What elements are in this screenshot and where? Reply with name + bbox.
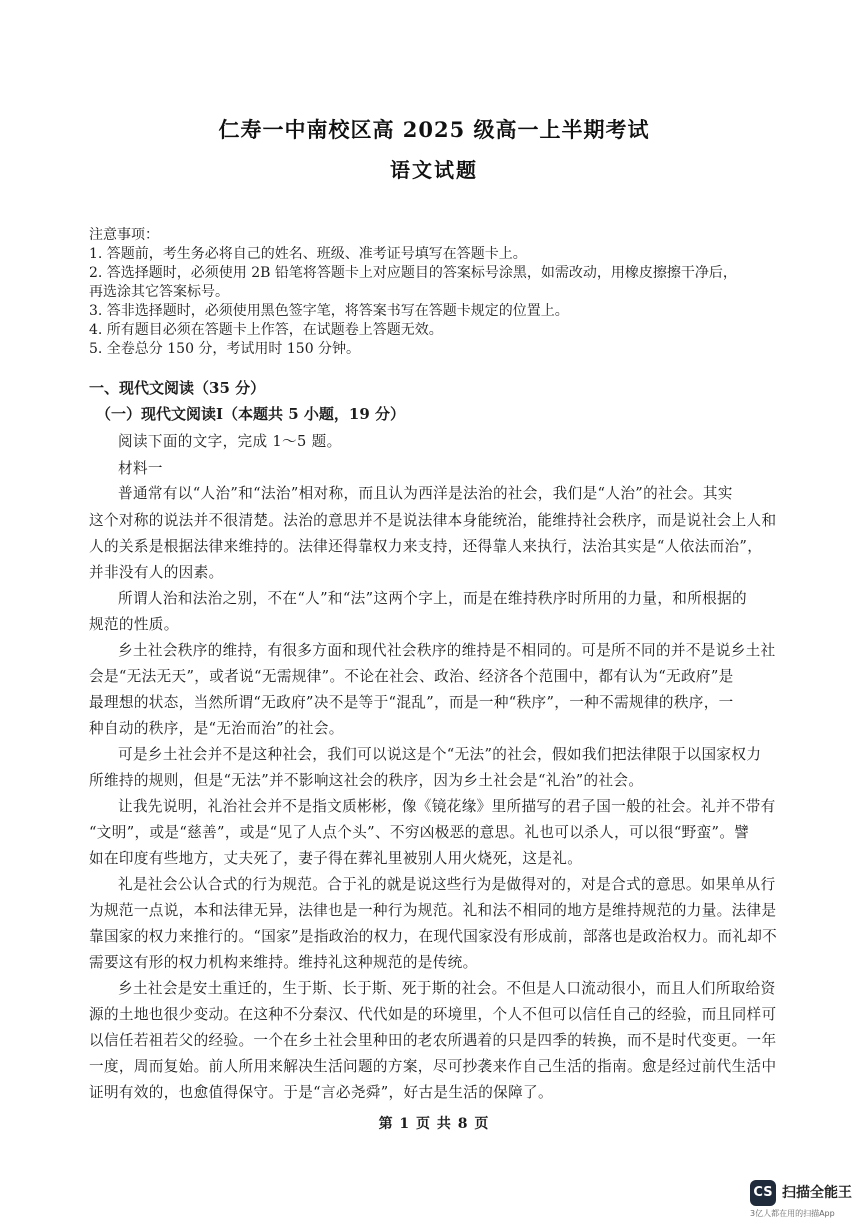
passage-line: 种自动的秩序，是“无治而治”的社会。 <box>89 720 344 737</box>
passage-line: 所谓人治和法治之别，不在“人”和“法”这两个字上，而是在维持秩序时所用的力量，和所根据的 <box>118 590 747 607</box>
passage-line: 所维持的规则，但是“无法”并不影响这社会的秩序，因为乡土社会是“礼治”的社会。 <box>89 772 644 789</box>
passage-line: 源的土地也很少变动。在这种不分秦汉、代代如是的环境里，个人不但可以信任自己的经验，而且同样可 <box>89 1006 777 1023</box>
watermark-tagline: 3亿人都在用的扫描App <box>750 1209 835 1218</box>
passage-line: 并非没有人的因素。 <box>89 564 224 581</box>
notice-heading: 注意事项： <box>89 227 159 243</box>
material-label: 材料一 <box>118 460 163 477</box>
passage-line: 人的关系是根据法律来维持的。法律还得靠权力来支持，还得靠人来执行，法治其实是“人依法而治”， <box>89 538 763 555</box>
passage-line: 会是“无法无天”，或者说“无需规律”。不论在社会、政治、经济各个范围中，都有认为“无政府”是 <box>89 668 734 685</box>
passage-line: 礼是社会公认合式的行为规范。合于礼的就是说这些行为是做得对的，对是合式的意思。如果单从行 <box>118 876 776 893</box>
passage-line: 乡土社会秩序的维持，有很多方面和现代社会秩序的维持是不相同的。可是所不同的并不是说乡土社 <box>118 642 776 659</box>
section-heading: 一、现代文阅读（35 分） <box>89 379 266 397</box>
passage-line: 靠国家的权力来推行的。“国家”是指政治的权力，在现代国家没有形成前，部落也是政治权力。而礼却不 <box>89 928 778 945</box>
notice-block <box>89 226 789 359</box>
page-number: 第 1 页 共 8 页 <box>378 1116 490 1132</box>
passage-line: 最理想的状态，当然所谓“无政府”决不是等于“混乱”，而是一种“秩序”，一种不需规律的秩序，一 <box>89 694 734 711</box>
passage-line: 以信任若祖若父的经验。一个在乡土社会里种田的老农所遇着的只是四季的转换，而不是时代变更。一年 <box>89 1032 777 1049</box>
notice-line: 再选涂其它答案标号。 <box>89 284 229 300</box>
watermark-name: 扫描全能王 <box>782 1185 852 1201</box>
passage-line: 一度，周而复始。前人所用来解决生活问题的方案，尽可抄袭来作自己生活的指南。愈是经过前代生活中 <box>89 1058 777 1075</box>
notice-line: 3. 答非选择题时，必须使用黑色签字笔，将答案书写在答题卡规定的位置上。 <box>89 303 569 319</box>
passage-line: 证明有效的，也愈值得保守。于是“言必尧舜”，好古是生活的保障了。 <box>89 1084 553 1101</box>
camscanner-logo-icon: CS <box>750 1180 776 1206</box>
reading-instruction: 阅读下面的文字，完成 1～5 题。 <box>118 433 342 450</box>
passage-line: 让我先说明，礼治社会并不是指文质彬彬，像《镜花缘》里所描写的君子国一般的社会。礼并不带有 <box>118 798 776 815</box>
subsection-heading: （一）现代文阅读Ⅰ（本题共 5 小题，19 分） <box>96 405 405 423</box>
scanner-watermark <box>746 1176 862 1220</box>
passage-line: 可是乡土社会并不是这种社会，我们可以说这是个“无法”的社会，假如我们把法律限于以国家权力 <box>118 746 762 763</box>
passage-line: “文明”，或是“慈善”，或是“见了人点个头”、不穷凶极恶的意思。礼也可以杀人，可以很“野蛮”。譬 <box>89 824 750 841</box>
passage-line: 普通常有以“人治”和“法治”相对称，而且认为西洋是法治的社会，我们是“人治”的社会。其实 <box>118 485 733 502</box>
passage-line: 这个对称的说法并不很清楚。法治的意思并不是说法律本身能统治，能维持社会秩序，而是说社会上人和 <box>89 512 777 529</box>
passage-line: 乡土社会是安土重迁的，生于斯、长于斯、死于斯的社会。不但是人口流动很小，而且人们所取给资 <box>118 980 776 997</box>
notice-line: 1. 答题前，考生务必将自己的姓名、班级、准考证号填写在答题卡上。 <box>89 246 527 262</box>
notice-line: 5. 全卷总分 150 分，考试用时 150 分钟。 <box>89 341 361 357</box>
passage-line: 为规范一点说，本和法律无异，法律也是一种行为规范。礼和法不相同的地方是维持规范的力量。法律是 <box>89 902 777 919</box>
notice-line: 4. 所有题目必须在答题卡上作答，在试题卷上答题无效。 <box>89 322 443 338</box>
exam-subtitle: 语文试题 <box>390 158 478 182</box>
passage-line: 规范的性质。 <box>89 616 179 633</box>
notice-line: 2. 答选择题时，必须使用 2B 铅笔将答题卡上对应题目的答案标号涂黑，如需改动，用橡皮擦擦干净后， <box>89 265 737 281</box>
exam-title: 仁寿一中南校区高 2025 级高一上半期考试 <box>218 117 650 142</box>
passage-line: 需要这有形的权力机构来维持。维持礼这种规范的是传统。 <box>89 954 478 971</box>
passage-line: 如在印度有些地方，丈夫死了，妻子得在葬礼里被别人用火烧死，这是礼。 <box>89 850 583 867</box>
